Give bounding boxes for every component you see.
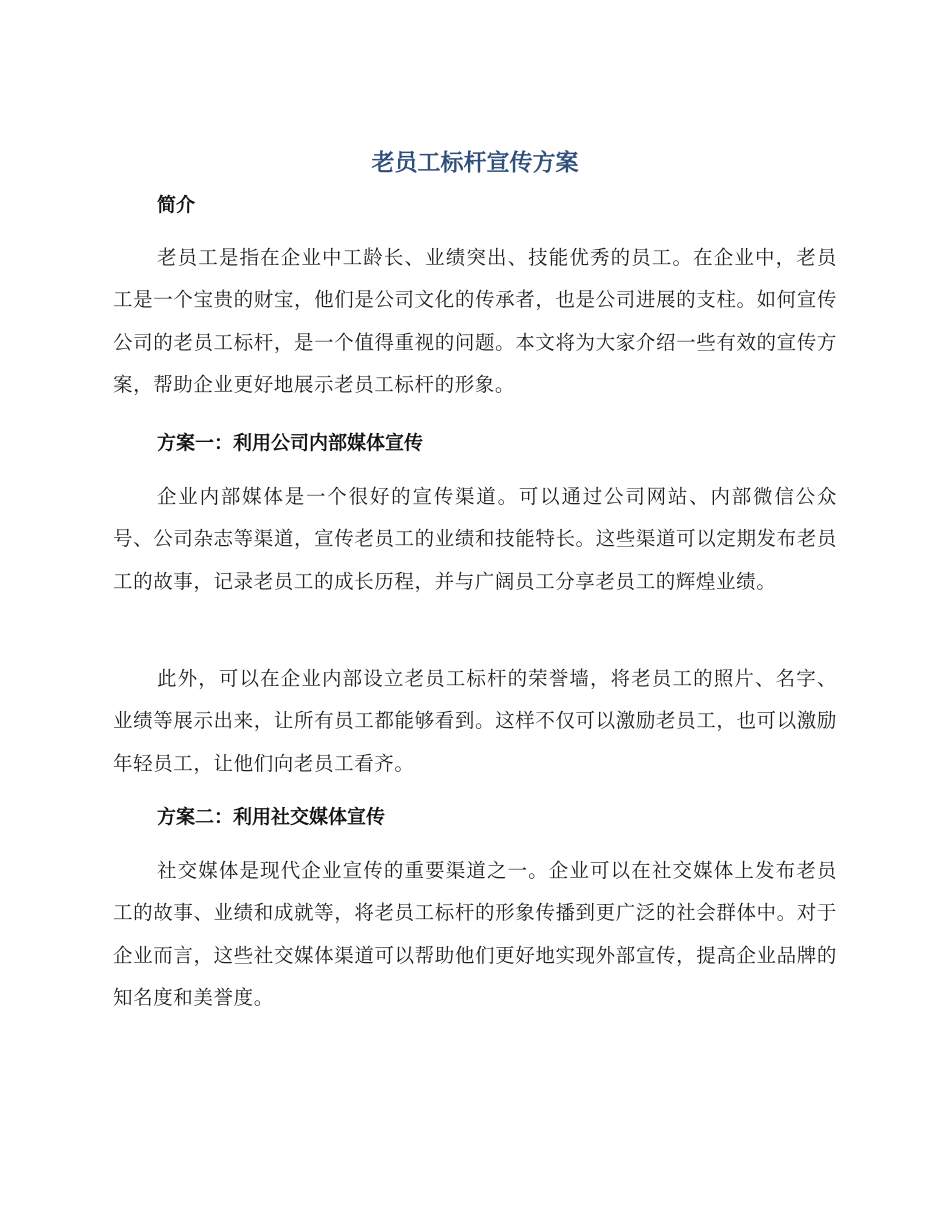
section-plan-two-paragraph: 社交媒体是现代企业宣传的重要渠道之一。企业可以在社交媒体上发布老员工的故事、业绩和成就等，将老员工标杆的形象传播到更广泛的社会群体中。对于企业而言，这些社交媒体渠道可以帮助他们更好地实现外部宣传，提高企业品牌的知名度和美誉度。 [113, 859, 837, 1010]
section-intro-paragraph: 老员工是指在企业中工龄长、业绩突出、技能优秀的员工。在企业中，老员工是一个宝贵的财宝，他们是公司文化的传承者，也是公司进展的支柱。如何宣传公司的老员工标杆，是一个值得重视的问题。本文将为大家介绍一些有效的宣传方案，帮助企业更好地展示老员工标杆的形象。 [113, 246, 837, 397]
section-plan-one-paragraph-1: 企业内部媒体是一个很好的宣传渠道。可以通过公司网站、内部微信公众号、公司杂志等渠道，宣传老员工的业绩和技能特长。这些渠道可以定期发布老员工的故事，记录老员工的成长历程，并与广阔员工分享老员工的辉煌业绩。 [113, 485, 837, 593]
section-heading-plan-one: 方案一：利用公司内部媒体宣传 [157, 432, 424, 454]
section-heading-plan-two: 方案二：利用社交媒体宣传 [157, 806, 386, 828]
section-plan-one-paragraph-2: 此外，可以在企业内部设立老员工标杆的荣誉墙，将老员工的照片、名字、业绩等展示出来，让所有员工都能够看到。这样不仅可以激励老员工，也可以激励年轻员工，让他们向老员工看齐。 [113, 667, 837, 775]
section-heading-intro: 简介 [157, 194, 196, 216]
document-title: 老员工标杆宣传方案 [371, 150, 579, 176]
